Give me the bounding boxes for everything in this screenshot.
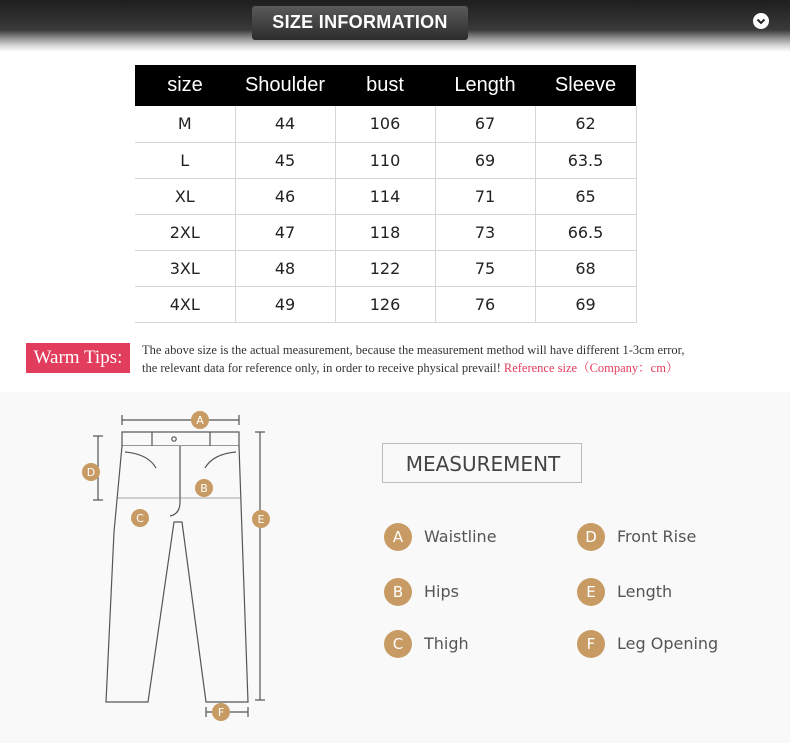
letter-a-badge-icon: A (384, 523, 412, 551)
tips-line-1: The above size is the actual measurement, because the measurement method will have different 1-3cm error, (142, 343, 685, 357)
letter-e-badge-icon: E (577, 578, 605, 606)
table-cell: 49 (235, 286, 335, 322)
tips-text (142, 341, 782, 377)
legend-label-thigh: Thigh (424, 634, 469, 653)
table-cell: 110 (335, 142, 435, 178)
table-cell: 63.5 (535, 142, 636, 178)
letter-c-badge-icon: C (384, 630, 412, 658)
legend-label-hips: Hips (424, 582, 459, 601)
table-row (135, 214, 636, 250)
table-cell: 45 (235, 142, 335, 178)
tips-line-2-text: the relevant data for reference only, in order to receive physical prevail! (142, 361, 501, 375)
table-cell: 62 (535, 106, 636, 142)
svg-text:E: E (257, 513, 265, 526)
measurement-box (382, 443, 582, 483)
legend-label-front-rise: Front Rise (617, 527, 697, 546)
table-row (135, 106, 636, 142)
chevron-down-icon[interactable] (753, 13, 769, 29)
table-cell: 69 (535, 286, 636, 322)
table-cell: 47 (235, 214, 335, 250)
diagram-marker-b (195, 479, 213, 497)
table-row (135, 286, 636, 322)
table-cell: 71 (435, 178, 535, 214)
diagram-marker-e (252, 510, 270, 528)
column-header-length: Length (435, 65, 535, 106)
legend-label-waistline: Waistline (424, 527, 497, 546)
table-cell: 68 (535, 250, 636, 286)
diagram-marker-c (131, 509, 149, 527)
table-cell: 67 (435, 106, 535, 142)
diagram-marker-f (212, 703, 230, 721)
size-table-header (135, 65, 636, 106)
table-cell: 3XL (135, 250, 235, 286)
table-cell: 114 (335, 178, 435, 214)
table-cell: 122 (335, 250, 435, 286)
legend-label-length: Length (617, 582, 673, 601)
column-header-size: size (135, 65, 235, 106)
measurement-title: MEASUREMENT (405, 452, 561, 476)
diagram-marker-d (82, 463, 100, 481)
tips-line-2 (142, 359, 782, 377)
svg-text:F: F (217, 706, 225, 719)
table-cell: XL (135, 178, 235, 214)
table-row (135, 142, 636, 178)
table-cell: 66.5 (535, 214, 636, 250)
table-cell: 118 (335, 214, 435, 250)
legend-label-leg-opening: Leg Opening (617, 634, 719, 653)
table-cell: 69 (435, 142, 535, 178)
table-cell: 44 (235, 106, 335, 142)
table-cell: 76 (435, 286, 535, 322)
svg-text:A: A (196, 414, 204, 427)
column-header-sleeve: Sleeve (535, 65, 636, 106)
warm-tips-label: Warm Tips: (26, 343, 130, 373)
table-cell: 65 (535, 178, 636, 214)
table-cell: 46 (235, 178, 335, 214)
table-cell: 2XL (135, 214, 235, 250)
svg-text:C: C (136, 512, 144, 525)
letter-b-badge-icon: B (384, 578, 412, 606)
table-cell: M (135, 106, 235, 142)
table-cell: 4XL (135, 286, 235, 322)
letter-d-badge-icon: D (577, 523, 605, 551)
table-row (135, 178, 636, 214)
reference-size-note: Reference size（Company：cm） (503, 361, 679, 375)
page-title: SIZE INFORMATION (272, 12, 448, 32)
svg-text:D: D (86, 466, 96, 479)
column-header-bust: bust (335, 65, 435, 106)
letter-f-badge-icon: F (577, 630, 605, 658)
table-cell: 73 (435, 214, 535, 250)
table-row (135, 250, 636, 286)
column-header-shoulder: Shoulder (235, 65, 335, 106)
table-cell: 75 (435, 250, 535, 286)
table-cell: 106 (335, 106, 435, 142)
size-table (135, 65, 637, 323)
svg-text:B: B (200, 482, 208, 495)
table-cell: L (135, 142, 235, 178)
diagram-marker-a (191, 411, 209, 429)
table-cell: 126 (335, 286, 435, 322)
table-cell: 48 (235, 250, 335, 286)
pants-diagram (70, 402, 300, 727)
